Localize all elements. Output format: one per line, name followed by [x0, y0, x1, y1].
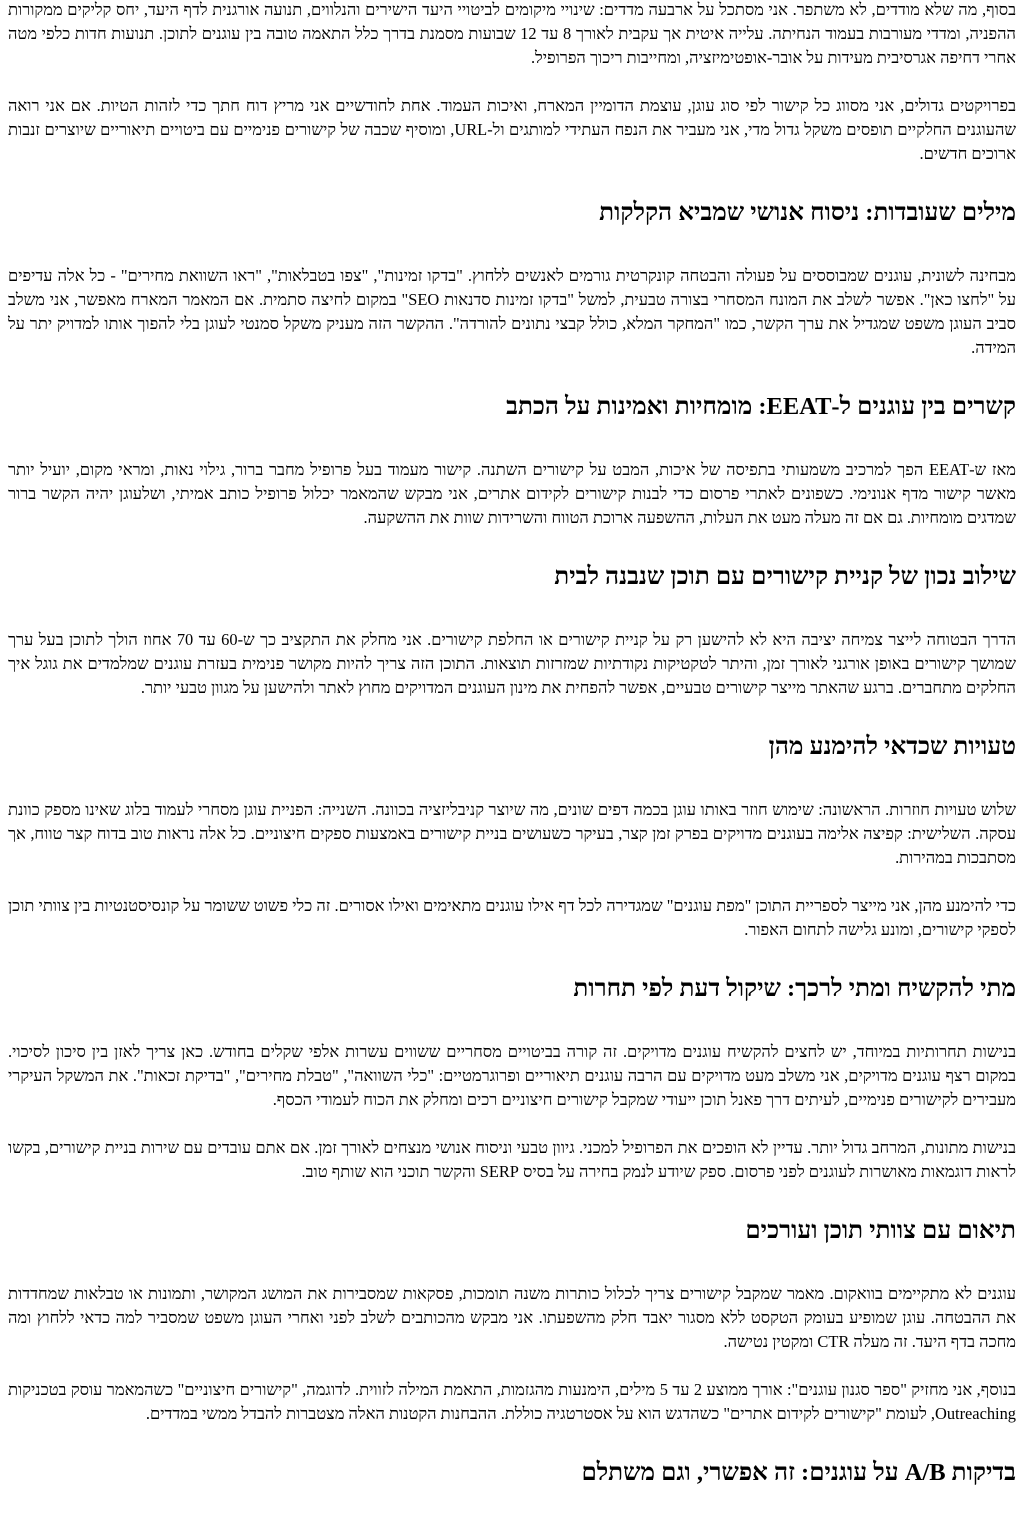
paragraph: כדי להימנע מהן, אני מייצר לספריית התוכן "מפת עוגנים" שמגדירה לכל דף אילו עוגנים מתאימים ואילו אסורים. זה כלי פשוט ששומר על קונסיסטנטיות בין צוותי תוכן לספקי קישורים, ומונע גלישה לתחום האפור.	[8, 896, 1016, 939]
paragraph: בסוף, מה שלא מודדים, לא משתפר. אני מסתכל על ארבעה מדדים: שינויי מיקומים לביטויי היעד הישירים והנלווים, תנועה אורגנית לדף היעד, יחס קליקים ממקורות ההפניה, ומדדי מעורבות בעמוד הנחיתה. עלייה איטית אך עקבית לאורך 8 עד 12 שבועות מסמנת בדרך כלל התאמה טובה בין עוגנים לתוכן. תנועות חדות כלפי מטה אחרי דחיפה אגרסיבית מעידות על אובר-אופטימיזציה, ומחייבות ריכוך הפרופיל.	[8, 0, 1016, 67]
paragraph: בפרויקטים גדולים, אני מסווג כל קישור לפי סוג עוגן, עוצמת הדומיין המארח, ואיכות העמוד. אחת לחודשיים אני מריץ דוח חתך כדי לזהות הטיות. אם אני רואה שהעוגנים החלקיים תופסים משקל גדול מדי, אני מעביר את הנפח העתידי למותגים ול-URL, ומוסיף שכבה של קישורים פנימיים עם ביטויים תיאוריים שיוצרים זנבות ארוכים חדשים.	[8, 96, 1017, 163]
paragraph: מאז ש-EEAT הפך למרכיב משמעותי בתפיסה של איכות, המבט על קישורים השתנה. קישור מעמוד בעל פרופיל מחבר ברור, גילוי נאות, ומראי מקום, יועיל יותר מאשר קישור מדף אנונימי. כשפונים לאתרי פרסום כדי לבנות קישורים לקידום אתרים, אני מבקש שהמאמר יכלול פרופיל כותב אמיתי, ושלעוגן יהיה הקשר ברור שמדגים מומחיות. גם אם זה מעלה מעט את העלות, ההשפעה ארוכת הטווח והשרידות שוות את ההשקעה.	[8, 460, 1016, 527]
paragraph: מבחינה לשונית, עוגנים שמבוססים על פעולה והבטחה קונקרטית גורמים לאנשים ללחוץ. "בדקו זמינות", "צפו בטבלאות", "ראו השוואת מחירים" - כל אלה עדיפים על "לחצו כאן". אפשר לשלב את המונח המסחרי בצורה טבעית, למשל "בדקו זמינות סדנאות SEO" במקום לחיצה סתמית. אם המאמר המארח מאפשר, אני משלב סביב העוגן משפט שמגדיל את ערך הקשר, כמו "המחקר המלא, כולל קבצי נתונים להורדה". ההקשר הזה מעניק משקל סמנטי לעוגן בלי להפוך אותו למדויק יתר על המידה.	[8, 266, 1016, 357]
paragraph: בנישות תחרותיות במיוחד, יש לחצים להקשיח עוגנים מדויקים. זה קורה בביטויים מסחריים ששווים עשרות אלפי שקלים בחודש. כאן צריך לאזן בין סיכון לסיכוי. במקום רצף עוגנים מדויקים, אני משלב מעט מדויקים עם הרבה עוגנים תיאוריים ופרוגרמטיים: "כלי השוואה", "טבלת מחירים", "בדיקת זכאות". את המשקל העיקרי מעבירים לקישורים פנימיים, לעיתים דרך פאנל תוכן ייעודי שמקבל קישורים חיצוניים רכים ומחלק את הכוח לעמודי הכסף.	[8, 1042, 1016, 1109]
section-heading: טעויות שכדאי להימנע מהן	[768, 733, 1016, 760]
article-section	[8, 1216, 1016, 1426]
paragraph: שלוש טעויות חוזרות. הראשונה: שימוש חוזר באותו עוגן בכמה דפים שונים, מה שיוצר קניבליזציה בכוונה. השנייה: הפניית עוגן מסחרי לעמוד בלוג שאינו מספק כוונת עסקה. השלישית: קפיצה אלימה בעוגנים מדויקים בפרק זמן קצר, בעיקר כשעושים בניית קישורים באמצעות ספקים חיצוניים. כל אלה נראות טוב בדוח קצר טווח, אך מסתבכות במהירות.	[8, 800, 1016, 867]
section-heading: מתי להקשיח ומתי לרכך: שיקול דעת לפי תחרות	[573, 975, 1016, 1002]
article-section	[8, 1458, 1016, 1488]
section-heading: שילוב נכון של קניית קישורים עם תוכן שנבנה לבית	[554, 563, 1016, 590]
article-section	[8, 562, 1016, 700]
section-heading: בדיקות A/B על עוגנים: זה אפשרי, וגם משתלם	[581, 1459, 1016, 1486]
article-section	[8, 392, 1016, 530]
article-section	[8, 732, 1016, 942]
section-heading: מילים שעובדות: ניסוח אנושי שמביא הקלקות	[599, 199, 1016, 226]
section-heading: תיאום עם צוותי תוכן ועורכים	[745, 1217, 1016, 1244]
article-section	[8, 0, 1016, 166]
paragraph: הדרך הבטוחה לייצר צמיחה יציבה היא לא להישען רק על קניית קישורים או החלפת קישורים. אני מחלק את התקציב כך ש-60 עד 70 אחוז הולך לתוכן בעל ערך שמושך קישורים באופן אורגני לאורך זמן, והיתר לטקטיקות נקודתיות שמזרזות תוצאות. התוכן הזה צריך להיות מקושר פנימית בעזרת עוגנים שמלמדים את גוגל איך החלקים מתחברים. ברגע שהאתר מייצר קישורים טבעיים, אפשר להפחית את מינון העוגנים המדויקים מחוץ לאתר ולהישען על מגוון טבעי יותר.	[8, 630, 1016, 697]
paragraph: בנוסף, אני מחזיק "ספר סגנון עוגנים": אורך ממוצע 2 עד 5 מילים, הימנעות מהגזמות, התאמת המילה לזווית. לדוגמה, "קישורים חיצוניים" כשהמאמר עוסק בטכניקות Outreaching, לעומת "קישורים לקידום אתרים" כשהדגש הוא על אסטרטגיה כוללת. ההבחנות הקטנות האלה מצטברות להבדל ממשי במדדים.	[8, 1380, 1016, 1423]
article-section	[8, 198, 1016, 360]
article-section	[8, 974, 1016, 1184]
section-heading: קשרים בין עוגנים ל-EEAT: מומחיות ואמינות על הכתב	[506, 393, 1016, 420]
paragraph: בנישות מתונות, המרחב גדול יותר. עדיין לא הופכים את הפרופיל למכני. גיוון טבעי וניסוח אנושי מנצחים לאורך זמן. אם אתם עובדים עם שירות בניית קישורים, בקשו לראות דוגמאות מאושרות לעוגנים לפני פרסום. ספק שיודע לנמק בחירה על בסיס SERP והקשר תוכני הוא שותף טוב.	[8, 1138, 1016, 1181]
paragraph: עוגנים לא מתקיימים בוואקום. מאמר שמקבל קישורים צריך לכלול כותרות משנה תומכות, פסקאות שמסבירות את המושג המקושר, ותמונות או טבלאות שמחדדות את ההבטחה. עוגן שמופיע בעומק הטקסט ללא מסגור יאבד חלק מהשפעתו. אני מבקש מהכותבים לשלב לפני ואחרי העוגן משפט שמסביר למה כדאי ללחוץ ומה מחכה בדף היעד. זה מעלה CTR ומקטין נטישה.	[8, 1284, 1016, 1351]
